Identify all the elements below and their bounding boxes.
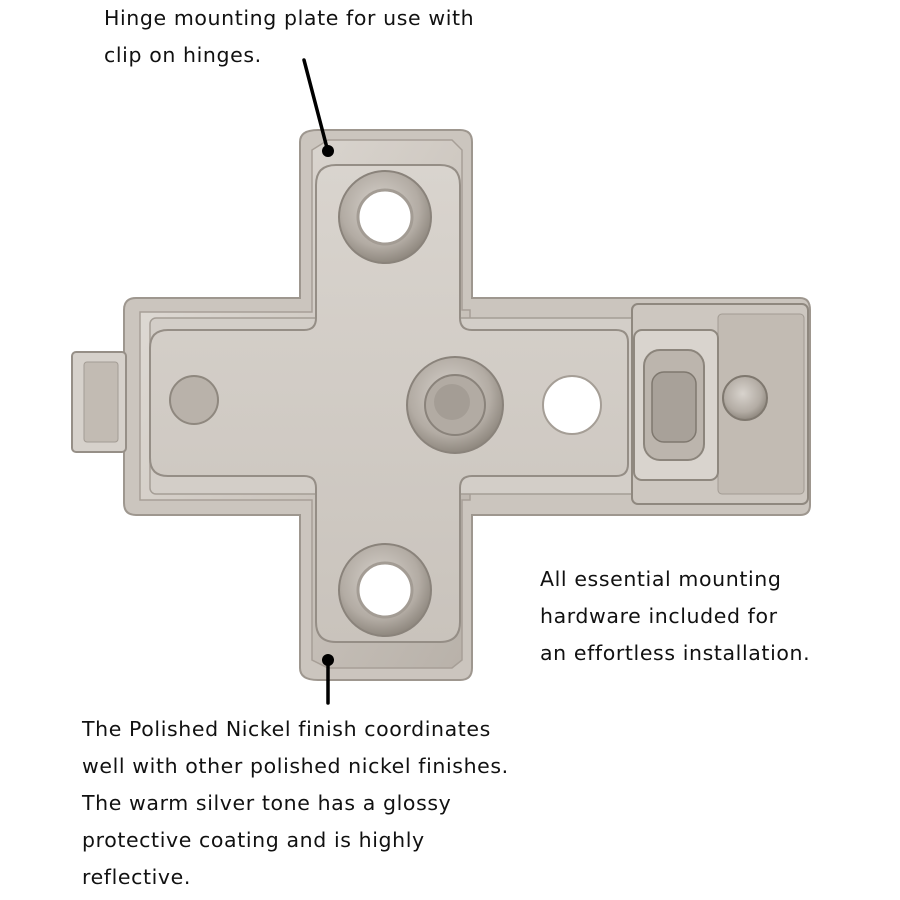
callout-text-line: All essential mounting xyxy=(540,567,782,591)
callout-text-line: The warm silver tone has a glossy xyxy=(82,791,452,815)
center-adjustment-screw xyxy=(407,357,503,453)
callout-text-line: an effortless installation. xyxy=(540,641,811,665)
callout-text-line: clip on hinges. xyxy=(104,43,262,67)
right-hole xyxy=(543,376,601,434)
top-screw-hole xyxy=(339,171,431,263)
bottom-screw-hole xyxy=(339,544,431,636)
callout-text-line: The Polished Nickel finish coordinates xyxy=(82,717,491,741)
callout-text-line: reflective. xyxy=(82,865,191,889)
callout-text-line: protective coating and is highly xyxy=(82,828,425,852)
callout-mounting-plate xyxy=(104,0,474,74)
callout-text-line: hardware included for xyxy=(540,604,778,628)
callout-hardware-included xyxy=(540,561,810,672)
left-clip-tab xyxy=(72,352,126,452)
left-hole xyxy=(170,376,218,424)
right-end-block xyxy=(632,304,808,504)
callout-finish-description xyxy=(82,711,509,896)
callout-text-line: well with other polished nickel finishes. xyxy=(82,754,509,778)
callout-text-line: Hinge mounting plate for use with xyxy=(104,6,475,30)
right-rivet xyxy=(723,376,767,420)
